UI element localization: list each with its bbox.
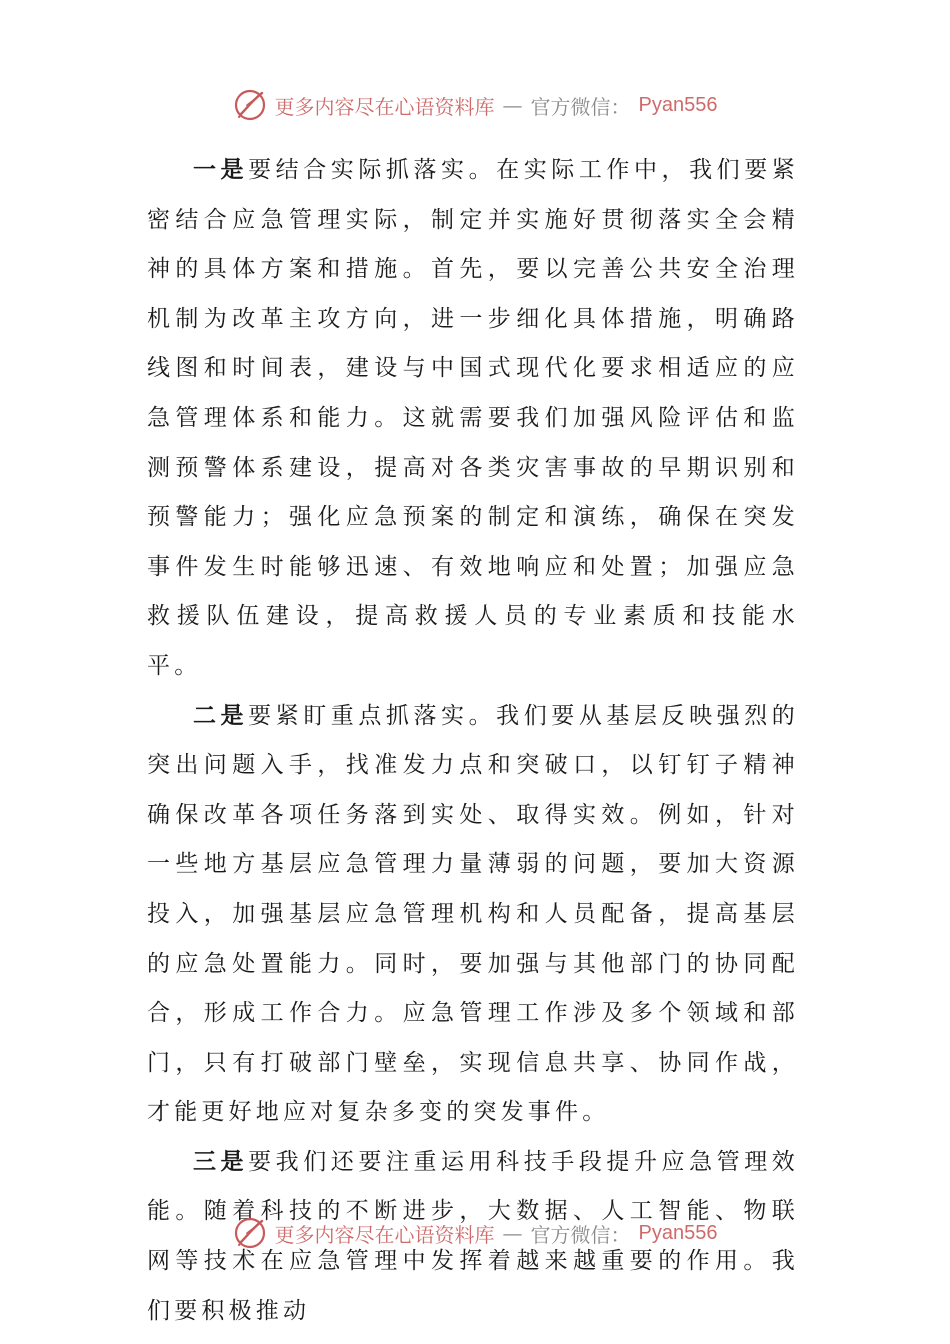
watermark-separator: — <box>502 1221 523 1245</box>
paragraph-1-text: 要结合实际抓落实。在实际工作中，我们要紧密结合应急管理实际，制定并实施好贯彻落实全会精神的具体方案和措施。首先，要以完善公共安全治理机制为改革主攻方向，进一步细化具体措施，明确路线图和时间表，建设与中国式现代化要求相适应的应急管理体系和能力。这就需要我们加强风险评估和监测预警体系建设，提高对各类灾害事故的早期识别和预警能力；强化应急预案的制定和演练，确保在突发事件发生时能够迅速、有效地响应和处置；加强应急救援队伍建设，提高救援人员的专业素质和技能水平。 <box>147 157 799 679</box>
footer-watermark <box>0 1213 950 1253</box>
paragraph-2 <box>147 692 799 1138</box>
quill-pen-logo-icon <box>233 88 267 122</box>
paragraph-1 <box>147 146 799 692</box>
watermark-label: 官方微信： <box>530 1222 631 1247</box>
paragraph-3-lead: 三是 <box>193 1148 249 1175</box>
watermark-wechat-id: Pyan556 <box>638 93 718 116</box>
watermark-label: 官方微信： <box>530 94 631 119</box>
paragraph-1-lead: 一是 <box>193 157 249 183</box>
watermark-brand-text: 更多内容尽在心语资料库 <box>274 1222 495 1247</box>
watermark-wechat-id: Pyan556 <box>638 1221 718 1244</box>
watermark-separator: — <box>502 93 523 117</box>
header-watermark <box>0 85 950 125</box>
paragraph-2-text: 要紧盯重点抓落实。我们要从基层反映强烈的突出问题入手，找准发力点和突破口，以钉钉子精神确保改革各项任务落到实处、取得实效。例如，针对一些地方基层应急管理力量薄弱的问题，要加大资源投入，加强基层应急管理机构和人员配备，提高基层的应急处置能力。同时，要加强与其他部门的协同配合，形成工作合力。应急管理工作涉及多个领域和部门，只有打破部门壁垒，实现信息共享、协同作战，才能更好地应对复杂多变的突发事件。 <box>147 702 799 1126</box>
paragraph-3-text: 要我们还要注重运用科技手段提升应急管理效能。随着科技的不断进步，大数据、人工智能、物联网等技术在应急管理中发挥着越来越重要的作用。我们要积极推动 <box>147 1148 799 1324</box>
watermark-brand-text: 更多内容尽在心语资料库 <box>274 94 495 119</box>
document-body <box>147 146 799 1336</box>
quill-pen-logo-icon <box>233 1216 267 1250</box>
paragraph-2-lead: 二是 <box>193 702 249 729</box>
